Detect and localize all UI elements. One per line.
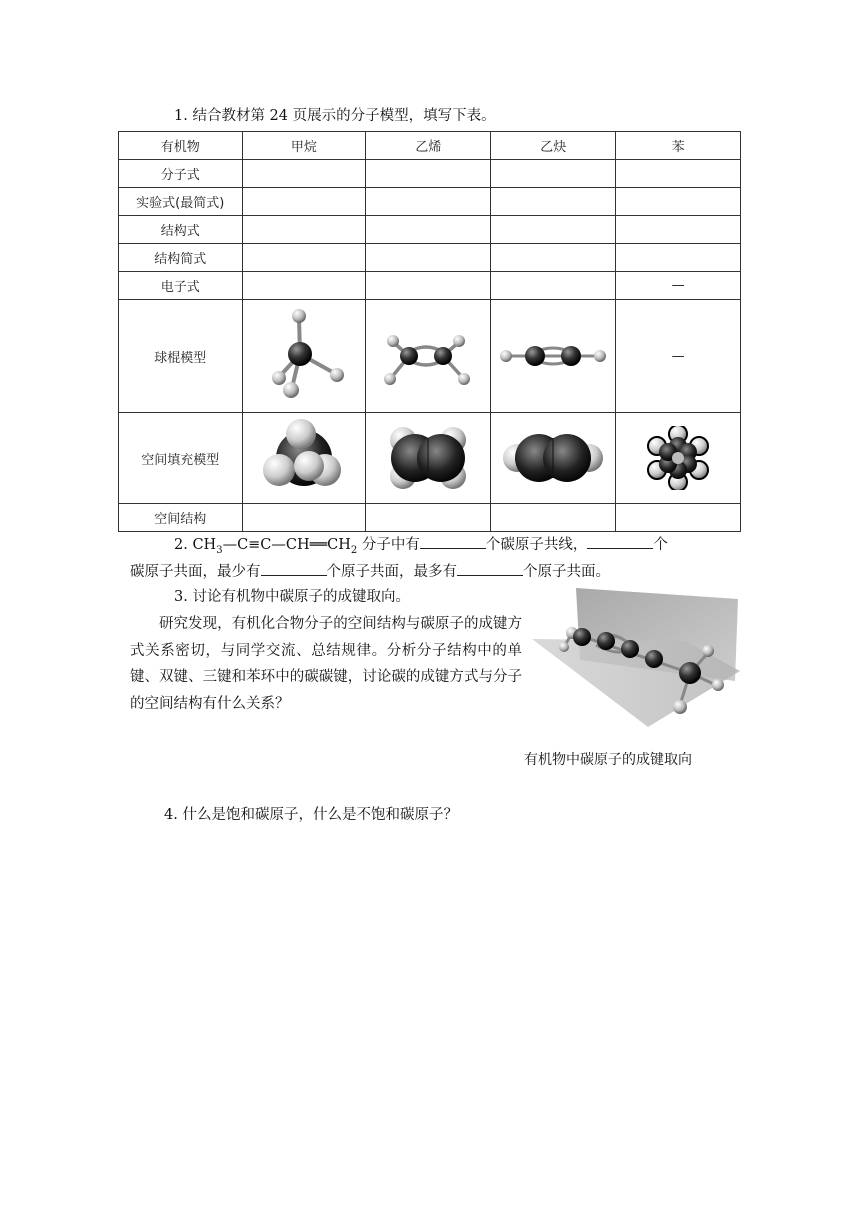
answer-cell[interactable]	[491, 216, 616, 244]
answer-cell[interactable]	[242, 504, 366, 532]
answer-cell[interactable]	[366, 160, 491, 188]
answer-cell[interactable]	[491, 504, 616, 532]
answer-cell[interactable]	[242, 216, 366, 244]
answer-cell[interactable]	[491, 160, 616, 188]
methane-spacefill-image	[242, 413, 366, 504]
methane-ballstick-image	[242, 300, 366, 413]
answer-cell[interactable]	[366, 216, 491, 244]
answer-cell[interactable]	[242, 188, 366, 216]
answer-blank[interactable]	[420, 534, 486, 549]
answer-cell[interactable]	[616, 216, 741, 244]
answer-cell[interactable]	[366, 244, 491, 272]
row-label: 空间填充模型	[119, 413, 243, 504]
header-cell: 乙烯	[366, 132, 491, 160]
header-cell: 有机物	[119, 132, 243, 160]
molecule-table	[118, 131, 741, 532]
table-row	[119, 272, 741, 300]
answer-cell[interactable]	[616, 244, 741, 272]
table-row	[119, 300, 741, 413]
answer-cell[interactable]	[491, 188, 616, 216]
answer-blank[interactable]	[587, 534, 653, 549]
dash-cell: —	[616, 300, 741, 413]
table-row	[119, 244, 741, 272]
acetylene-spacefill-image	[491, 413, 616, 504]
row-label: 电子式	[119, 272, 243, 300]
table-row	[119, 188, 741, 216]
answer-blank[interactable]	[457, 561, 523, 576]
table-row	[119, 160, 741, 188]
table-row	[119, 413, 741, 504]
table-row	[119, 216, 741, 244]
header-cell: 苯	[616, 132, 741, 160]
answer-cell[interactable]	[242, 272, 366, 300]
figure-caption: 有机物中碳原子的成键取向	[524, 752, 692, 768]
row-label: 结构式	[119, 216, 243, 244]
answer-cell[interactable]	[491, 244, 616, 272]
row-label: 空间结构	[119, 504, 243, 532]
bond-orientation-figure	[530, 585, 750, 734]
answer-cell[interactable]	[616, 188, 741, 216]
question-2-line-2: 碳原子共面，最少有 个原子共面，最多有 个原子共面。	[130, 560, 610, 584]
answer-blank[interactable]	[261, 561, 327, 576]
answer-cell[interactable]	[366, 188, 491, 216]
answer-cell[interactable]	[366, 504, 491, 532]
table-row	[119, 504, 741, 532]
question-2-line-1: 2. $CH_3—C\equiv C—CH══CH_2$ 分子中有 个碳原子共线， 个	[174, 533, 668, 563]
acetylene-ballstick-image	[491, 300, 616, 413]
answer-cell[interactable]	[616, 504, 741, 532]
ethylene-ballstick-image	[366, 300, 491, 413]
question-1: 1. 结合教材第 24 页展示的分子模型，填写下表。	[174, 108, 496, 124]
header-cell: 甲烷	[242, 132, 366, 160]
dash-cell: —	[616, 272, 741, 300]
answer-cell[interactable]	[616, 160, 741, 188]
row-label: 分子式	[119, 160, 243, 188]
ethylene-spacefill-image	[366, 413, 491, 504]
answer-cell[interactable]	[242, 160, 366, 188]
answer-cell[interactable]	[491, 272, 616, 300]
answer-cell[interactable]	[242, 244, 366, 272]
row-label: 球棍模型	[119, 300, 243, 413]
table-header-row	[119, 132, 741, 160]
question-3-paragraph: 研究发现，有机化合物分子的空间结构与碳原子的成键方式关系密切，与同学交流、总结规律。分析分子结构中的单键、双键、三键和苯环中的碳碳键，讨论碳的成键方式与分子的空间结构有什么关系？	[130, 616, 522, 712]
answer-cell[interactable]	[366, 272, 491, 300]
row-label: 实验式(最简式)	[119, 188, 243, 216]
question-3: 3. 讨论有机物中碳原子的成键取向。	[174, 589, 410, 605]
benzene-spacefill-image	[616, 413, 741, 504]
header-cell: 乙炔	[491, 132, 616, 160]
row-label: 结构简式	[119, 244, 243, 272]
question-4: 4. 什么是饱和碳原子，什么是不饱和碳原子？	[164, 807, 458, 823]
